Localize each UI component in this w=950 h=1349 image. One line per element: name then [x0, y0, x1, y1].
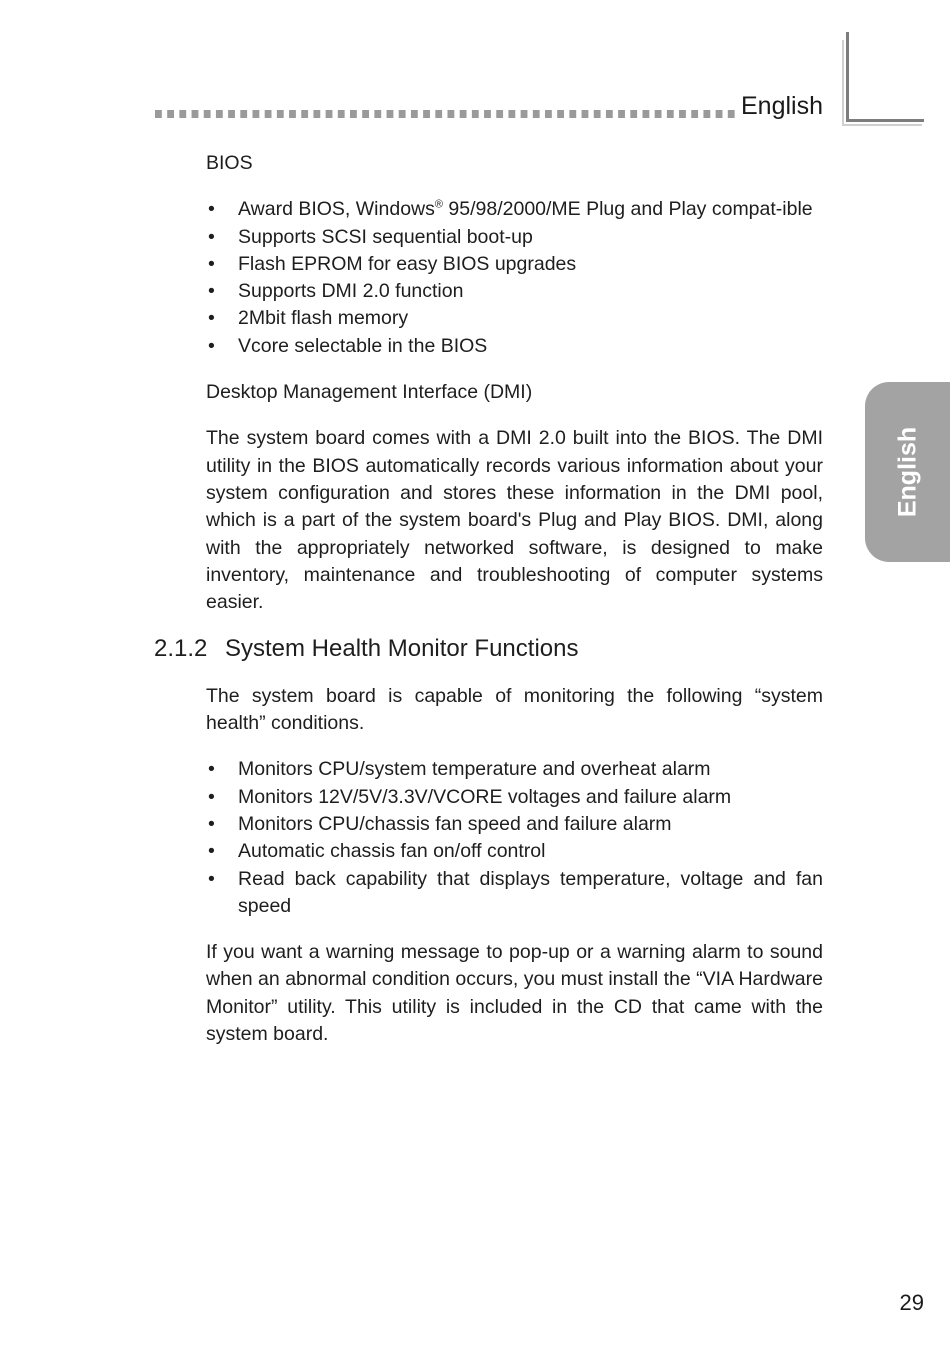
header-language-label: English: [741, 92, 823, 120]
corner-mark-horizontal: [846, 119, 924, 122]
list-item: • Read back capability that displays temperature, voltage and fan speed: [206, 866, 823, 921]
page-content: [154, 150, 823, 1067]
list-item: • Vcore selectable in the BIOS: [206, 333, 823, 360]
health-closing-paragraph: If you want a warning message to pop-up or a warning alarm to sound when an abnormal condition occurs, you must install the “VIA Hardware Monitor” utility. This utility is included in the CD that came with the system board.: [206, 941, 823, 1046]
corner-mark-shadow-vertical: [842, 40, 844, 126]
list-item: • Monitors CPU/chassis fan speed and failure alarm: [206, 811, 823, 838]
page-number: 29: [899, 1290, 924, 1315]
corner-mark-vertical: [846, 32, 849, 122]
bios-heading: BIOS: [206, 152, 253, 174]
list-item: • Supports SCSI sequential boot-up: [206, 224, 823, 251]
list-item: • Automatic chassis fan on/off control: [206, 838, 823, 865]
section-number: 2.1.2: [154, 635, 208, 663]
language-side-tab: [865, 382, 950, 562]
list-item: • Supports DMI 2.0 function: [206, 278, 823, 305]
section-heading: [154, 635, 823, 662]
list-item: • Award BIOS, Windows® 95/98/2000/ME Plug and Play compat-ible: [206, 196, 823, 223]
health-feature-list: [206, 756, 823, 920]
list-item: • Flash EPROM for easy BIOS upgrades: [206, 251, 823, 278]
dmi-heading: Desktop Management Interface (DMI): [206, 381, 533, 404]
section-title: System Health Monitor Functions: [225, 635, 579, 663]
side-tab-label: English: [893, 426, 921, 518]
list-item: • Monitors CPU/system temperature and overheat alarm: [206, 756, 823, 783]
header-dotted-rule: [155, 110, 735, 118]
bios-feature-list: [206, 196, 823, 360]
health-intro-paragraph: The system board is capable of monitoring the following “system health” conditions.: [206, 684, 823, 735]
dmi-paragraph: The system board comes with a DMI 2.0 built into the BIOS. The DMI utility in the BIOS automatically records various information about your system configuration and stores these information in the DMI pool, which is a part of the system board's Plug and Play BIOS. DMI, along with the appropriately networked software, is designed to make inventory, maintenance and troubleshooting of computer systems easier.: [206, 427, 823, 614]
list-item: • Monitors 12V/5V/3.3V/VCORE voltages and failure alarm: [206, 784, 823, 811]
list-item: • 2Mbit flash memory: [206, 305, 823, 332]
corner-mark-shadow-horizontal: [842, 124, 922, 126]
